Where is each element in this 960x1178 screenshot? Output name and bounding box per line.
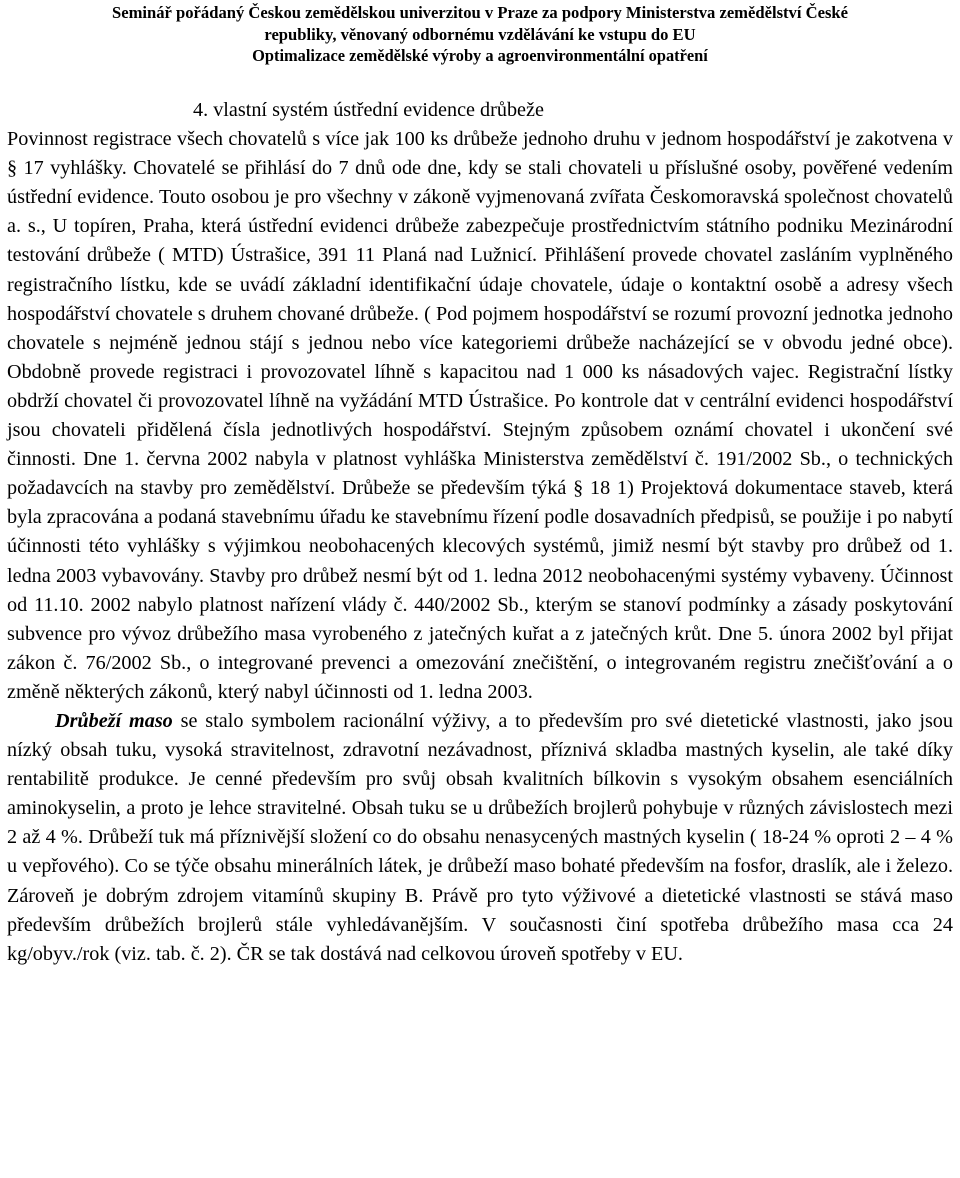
paragraph-poultry-meat [7,707,953,969]
header-line-2: republiky, věnovaný odbornému vzdělávání ke vstupu do EU [264,24,696,44]
page-header [0,2,960,67]
paragraph-lead-term: Drůbeží maso [55,709,173,732]
paragraph-registration: Povinnost registrace všech chovatelů s více jak 100 ks drůbeže jednoho druhu v jednom hospodářství je zakotvena v § 17 vyhlášky. Chovatelé se přihlásí do 7 dnů ode dne, kdy se stali chovateli u příslušné osoby, pověřené vedením ústřední evidence. Touto osobou je pro všechny v zákoně vyjmenovaná zvířata Českomoravská společnost chovatelů a. s., U topíren, Praha, která ústřední evidenci drůbeže zabezpečuje prostřednictvím státního podniku Mezinárodní testování drůbeže ( MTD) Ústrašice, 391 11 Planá nad Lužnicí. Přihlášení provede chovatel zasláním vyplněného registračního lístku, kde se uvádí základní identifikační údaje chovatele, údaje o kontaktní osobě a adresy všech hospodářství chovatele s druhem chované drůbeže. ( Pod pojmem hospodářství se rozumí provozní jednotka jednoho chovatele s nejméně jednou stájí s jednou nebo více kategoriemi drůbeže nacházející se v obvodu jedné obce). Obdobně provede registraci i provozovatel líhně s kapacitou nad 1 000 ks násadových vajec. Registrační lístky obdrží chovatel či provozovatel líhně na vyžádání MTD Ústrašice. Po kontrole dat v centrální evidenci hospodářství jsou chovateli přidělená čísla jednotlivých hospodářství. Stejným způsobem oznámí chovatel i ukončení své činnosti. Dne 1. června 2002 nabyla v platnost vyhláška Ministerstva zemědělství č. 191/2002 Sb., o technických požadavcích na stavby pro zemědělství. Drůbeže se především týká § 18 1) Projektová dokumentace staveb, která byla zpracována a podaná stavebnímu úřadu ke stavebnímu řízení podle dosavadních předpisů, se použije i po nabytí účinnosti této vyhlášky s výjimkou neobohacených klecových systémů, jimiž nesmí být stavby pro drůbež od 1. ledna 2003 vybavovány. Stavby pro drůbež nesmí být od 1. ledna 2012 neobohacenými systémy vybaveny. Účinnost od 11.10. 2002 nabylo platnost nařízení vlády č. 440/2002 Sb., kterým se stanoví podmínky a zásady poskytování subvence pro vývoz drůbežího masa vyrobeného z jatečných kuřat a z jatečných krůt. Dne 5. února 2002 byl přijat zákon č. 76/2002 Sb., o integrované prevenci a omezování znečištění, o integrovaném registru znečišťování a o změně některých zákonů, který nabyl účinnosti od 1. ledna 2003. [7,128,953,703]
paragraph-body: se stalo symbolem racionální výživy, a to především pro své dietetické vlastnosti, jako jsou nízký obsah tuku, vysoká stravitelnost, zdravotní nezávadnost, příznivá skladba mastných kyselin, ale také díky rentabilitě produkce. Je cenné především pro svůj obsah kvalitních bílkovin s vysokým obsahem esenciálních aminokyselin, a proto je lehce stravitelné. Obsah tuku se u drůbežích brojlerů pohybuje v různých závislostech mezi 2 až 4 %. Drůbeží tuk má příznivější složení co do obsahu nenasycených mastných kyselin ( 18-24 % oproti 2 – 4 % u vepřového). Co se týče obsahu minerálních látek, je drůbeží maso bohaté především na fosfor, draslík, ale i železo. Zároveň je dobrým zdrojem vitamínů skupiny B. Právě pro tyto výživové a dietetické vlastnosti se stává maso především drůbežích brojlerů stále vyhledávanějším. V současnosti činí spotřeba drůbežího masa cca 24 kg/obyv./rok (viz. tab. č. 2). ČR se tak dostává nad celkovou úroveň spotřeby v EU. [7,709,953,965]
section-heading: 4. vlastní systém ústřední evidence drůbeže [193,99,544,121]
header-line-1: Seminář pořádaný Českou zemědělskou univerzitou v Praze za podpory Ministerstva zemědělství České [111,3,849,22]
header-line-3: Optimalizace zemědělské výroby a agroenvironmentální opatření [252,46,708,65]
document-body [7,96,953,969]
